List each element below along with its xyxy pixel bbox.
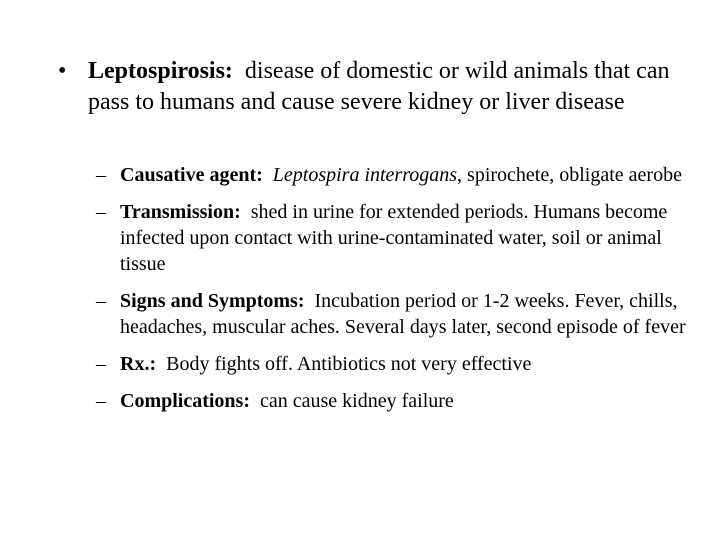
transmission-text: shed in urine for extended periods. Humans become infected upon contact with urine-contaminated water, soil or animal tissue [120, 201, 668, 275]
dash-marker: – [96, 201, 106, 223]
definition-text: disease of domestic or wild animals that can pass to humans and cause severe kidney or liver disease [88, 58, 670, 115]
signs-symptoms-text: Incubation period or 1-2 weeks. Fever, chills, headaches, muscular aches. Several days later, second episode of fever [120, 290, 686, 338]
sub-bullet-transmission [96, 199, 696, 277]
dash-marker: – [96, 353, 106, 375]
complications-text: can cause kidney failure [260, 390, 454, 412]
dash-marker: – [96, 164, 106, 186]
rx-text: Body fights off. Antibiotics not very effective [166, 353, 532, 375]
causative-agent-text: , spirochete, obligate aerobe [457, 164, 682, 186]
sub-bullet-complications [96, 388, 696, 414]
dash-marker: – [96, 290, 106, 312]
sub-bullet-signs-symptoms [96, 288, 696, 340]
organism-name: Leptospira interrogans [272, 164, 458, 186]
sub-bullet-rx [96, 351, 696, 377]
term-leptospirosis: Leptospirosis: [88, 58, 233, 84]
term-causative-agent: Causative agent: [120, 164, 263, 186]
term-complications: Complications: [120, 390, 250, 412]
sub-bullet-list [96, 162, 696, 425]
bullet-marker: • [58, 58, 67, 84]
main-bullet-leptospirosis [58, 56, 678, 118]
term-transmission: Transmission: [120, 201, 241, 223]
dash-marker: – [96, 390, 106, 412]
term-signs-symptoms: Signs and Symptoms: [120, 290, 305, 312]
term-rx: Rx.: [120, 353, 157, 375]
main-bullet-text [88, 56, 678, 118]
sub-bullet-causative-agent [96, 162, 696, 188]
